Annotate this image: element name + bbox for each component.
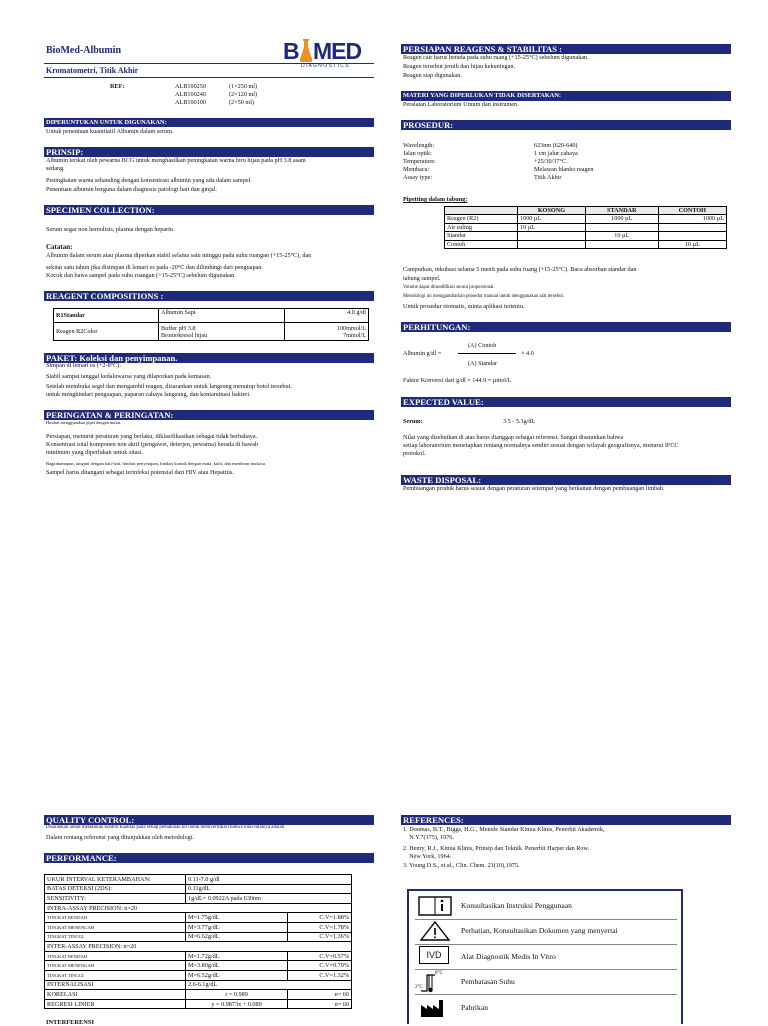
- performance-cell: y = 0.9873x + 0.089: [186, 999, 288, 1009]
- symbol-label-caution: Perhatian, Konsultasikan Dokumen yang menyertai: [461, 926, 618, 935]
- reagent-value-2b: 7mmol/L: [342, 331, 366, 339]
- logo-letter-b: B: [283, 38, 299, 64]
- pipetting-cell: 1000 µL: [518, 215, 586, 223]
- ref-label: REF:: [110, 83, 125, 90]
- performance-cell: INTERNALISASI: [45, 980, 186, 990]
- symbol-label-ifu: Konsultasikan Instruksi Penggunaan: [461, 901, 572, 910]
- table-row: [45, 884, 352, 894]
- calc-factor: Faktor Konversi dari g/dl × 144.9 = µmol/L: [403, 377, 512, 384]
- table-row: [445, 240, 727, 248]
- symbol-divider: [415, 944, 677, 945]
- book-info-icon: [415, 895, 455, 917]
- waste-text: Pembuangan produk harus sesuai dengan peraturan setempat yang berkaitan dengan pembuangan limbah.: [403, 485, 665, 492]
- pipetting-cell: 10 µL: [518, 223, 586, 231]
- performance-cut-label: INTERFERENSI: [46, 1019, 94, 1026]
- expected-label: Serum:: [403, 418, 423, 425]
- pipetting-table: [444, 206, 727, 249]
- reagent-components-2: [159, 323, 285, 341]
- performance-cell: INTER-ASSAY PRECISION: n=20: [45, 942, 352, 952]
- pipetting-cell: [585, 223, 658, 231]
- specimen-text: Serum segar non hemolisis, plasma dengan heparin.: [46, 226, 175, 233]
- subtitle-divider: [44, 77, 374, 78]
- reagent-table: [53, 308, 369, 341]
- expected-header: EXPECTED VALUE:: [401, 397, 731, 407]
- principle-line-1: Albumin terikat oleh pewarna BCG untuk menghasilkan peningkatan warna biru hijau pada pH 3.8 asam: [46, 157, 306, 164]
- performance-cell: TINGKAT RENDAH: [45, 951, 186, 961]
- procedure-param-val-2: 1 cm jalur cahaya: [534, 150, 578, 157]
- references-header: REFERENCES:: [401, 815, 731, 825]
- table-row: [45, 942, 352, 952]
- ref-size-3: (2×50 ml): [229, 99, 254, 106]
- procedure-small-1: Volume dapat dimodifikasi secara proporsional.: [403, 285, 495, 290]
- prep-header: PERSIAPAN REAGENS & STABILITAS :: [401, 44, 731, 54]
- reagent-value-1: 4.0 g/dl: [284, 309, 368, 323]
- pipetting-cell: 10 µL: [658, 240, 726, 248]
- performance-cell: INTRA-ASSAY PRECISION: n=20: [45, 903, 352, 913]
- table-row: [45, 913, 352, 923]
- reference-line-1: 1. Doumas, B.T., Biggs, H.G., Metode Standar Kimia Klinis, Penerbit Akademik,: [403, 826, 605, 833]
- principle-header: PRINSIP:: [44, 147, 374, 157]
- pipetting-cell: Standar: [445, 232, 518, 240]
- table-row: [45, 894, 352, 904]
- temp-high-label: 8°C: [435, 971, 443, 976]
- materials-header: MATERI YANG DIPERLUKAN TIDAK DISERTAKAN:: [401, 91, 731, 101]
- performance-cell: C.V=1.32%: [288, 970, 352, 980]
- reagent-values-2: [284, 323, 368, 341]
- table-row: [45, 980, 352, 990]
- performance-cell: TINGKAT MENENGAH: [45, 961, 186, 971]
- procedure-after-line-1: Campurkan, inkubasi selama 5 menit pada suhu ruang (+15-25°C). Baca absorban standar dan: [403, 266, 637, 273]
- reagent-component-1: Albumin Sapi: [159, 309, 285, 323]
- warnings-line-2: Konsentrasi total komponen non aktif (pengawet, deterjen, pewarna) berada di bawah: [46, 441, 259, 448]
- procedure-param-key-2: Jalan optik:: [403, 150, 432, 157]
- calc-multiplier: × 4.0: [521, 350, 534, 357]
- specimen-note-line-1: Albumin dalam serum atau plasma diperkan stabil selama satu minggu pada suhu ruangan (+15-25°C), dan: [46, 252, 312, 259]
- table-row: [45, 922, 352, 932]
- calc-lhs: Albumin g/dl =: [403, 350, 442, 357]
- calc-numerator: (A) Contoh: [468, 342, 497, 349]
- performance-cell: BATAS DETEKSI (2DS):: [45, 884, 186, 894]
- expected-line-2: setiap laboratorium menetapkan rentang normalnya sendiri sesuai dengan wilayah geografisnya, menurut IFCC: [403, 442, 679, 449]
- specimen-note-line-2: sekitar satu tahun jika disimpan di lemari es pada -20°C dan dilindungi dari penguapan.: [46, 264, 263, 271]
- pipetting-cell: Contoh: [445, 240, 518, 248]
- procedure-param-key-1: Wavelength:: [403, 142, 435, 149]
- performance-cell: M=1.75g/dL: [186, 913, 288, 923]
- logo-letters-med: MED: [313, 38, 362, 64]
- logo-tagline: D I A G N O S T I C S: [301, 63, 349, 69]
- pipetting-cell: [585, 240, 658, 248]
- waste-header: WASTE DISPOSAL:: [401, 475, 731, 485]
- reagent-component-2a: Buffer pH 3.8: [161, 324, 196, 332]
- performance-cell: M=6.62g/dL: [186, 932, 288, 942]
- pipetting-cell: 10 µL: [585, 232, 658, 240]
- pipetting-col-kosong: KOSONG: [518, 207, 586, 215]
- materials-text: Peralatan Laboratorium Umum dan instrumen.: [403, 101, 519, 108]
- expected-line-1: Nilai yang disebutkan di atas harus dianggap sebagai referensi. Sangat disarankan bahwa: [403, 434, 624, 441]
- reference-line-2: N.Y.7(175), 1976.: [403, 834, 454, 841]
- specimen-note-line-3: Kocok dan bawa sampel pada suhu ruangan (+15-25°C) sebelum digunakan.: [46, 272, 236, 279]
- pipetting-col-standar: STANDAR: [585, 207, 658, 215]
- procedure-param-key-4: Membaca:: [403, 166, 430, 173]
- warnings-header: PERINGATAN & PERINGATAN:: [44, 410, 374, 420]
- warnings-last-line: Sampel harus ditangani sebagai terinfeksi potensial dari HIV atau Hepatitis.: [46, 469, 234, 476]
- pipetting-cell: [658, 223, 726, 231]
- qc-small-text: Disarankan untuk melakukan kontrol kualitas pada setiap pemakaian kit untuk memverifikasi bahwa nilai-nilainya adalah: [46, 825, 285, 830]
- procedure-param-val-4: Melawan blanko reagen: [534, 166, 594, 173]
- reference-line-4: New York, 1964.: [403, 853, 452, 860]
- ref-size-2: (2×120 ml): [229, 91, 258, 98]
- pipetting-title: Pipetting dalam tabung:: [403, 196, 468, 203]
- performance-cell: 1g/dL= 0.0922A pada 630nm: [186, 894, 352, 904]
- calc-denominator: (A) Standar: [468, 360, 498, 367]
- reagent-name-2: Reagen R2Color: [54, 323, 159, 341]
- symbol-label-manufacturer: Pabrikan: [461, 1003, 488, 1012]
- symbol-row-manufacturer: [415, 997, 677, 1019]
- symbol-divider: [415, 969, 677, 970]
- calc-fraction-bar: [458, 353, 516, 354]
- reagent-header: REAGENT COMPOSITIONS :: [44, 291, 374, 301]
- performance-cell: TINGKAT MENENGAH: [45, 922, 186, 932]
- ref-code-3: ALB100100: [175, 99, 206, 106]
- performance-cell: 0.11-7.0 g/dl: [186, 875, 352, 885]
- prep-line-2: Reagen tersebut jernih dan hijau kekuningan.: [403, 63, 516, 70]
- performance-cell: TINGKAT RENDAH: [45, 913, 186, 923]
- table-row: [45, 951, 352, 961]
- performance-cell: C.V=1.78%: [288, 922, 352, 932]
- symbol-row-ifu: [415, 895, 677, 917]
- biomed-logo: [283, 38, 373, 70]
- procedure-param-key-5: Assay type:: [403, 174, 433, 181]
- document-title: BioMed-Albumin: [46, 45, 122, 56]
- procedure-small-2: Metodologi ini menggambarkan prosedur manual untuk menggunakan alat tersebut.: [403, 294, 565, 299]
- pipetting-cell: 1000 µL: [658, 215, 726, 223]
- performance-cell: M=3.77g/dL: [186, 922, 288, 932]
- expected-line-3: protokol.: [403, 450, 426, 457]
- specimen-note-title: Catatan:: [46, 243, 73, 251]
- symbol-row-ivd: [415, 946, 677, 968]
- pipetting-cell: Air suling: [445, 223, 518, 231]
- calculation-header: PERHITUNGAN:: [401, 322, 731, 332]
- reference-line-5: 3. Young D.S., et al., Clin. Chem. 21(10),1975.: [403, 862, 520, 869]
- pipetting-cell: Reagen (R2): [445, 215, 518, 223]
- intended-use-text: Untuk penentuan kuantitatif Albumin dalam serum.: [46, 128, 174, 135]
- performance-cell: C.V=1.36%: [288, 932, 352, 942]
- performance-cell: REGRESI LINIER: [45, 999, 186, 1009]
- procedure-param-val-3: +25/30/37°C.: [534, 158, 568, 165]
- package-line-1: Simpan di lemari es (+2-8°C).: [46, 362, 121, 369]
- table-row: [45, 932, 352, 942]
- table-row: [445, 232, 727, 240]
- package-header: PAKET: Koleksi dan penyimpanan.: [44, 353, 374, 363]
- reagent-component-2b: Bromokresol hijau: [161, 331, 208, 339]
- performance-cell: C.V=1.88%: [288, 913, 352, 923]
- table-row: [45, 875, 352, 885]
- pipetting-cell: [518, 240, 586, 248]
- qc-header: QUALITY CONTROL:: [44, 815, 374, 825]
- performance-cell: SENSITIVITY:: [45, 894, 186, 904]
- warnings-small-2: Bagaimanapun, tangani dengan hati-hati, hindari penyerapan, hindari kontak dengan mata, kulit, dan membran mukosa.: [46, 461, 267, 466]
- package-line-4: untuk menghindari penguapan, paparan cahaya langsung, dan kontaminasi bakteri.: [46, 391, 251, 398]
- flask-icon: [299, 39, 313, 63]
- specimen-header: SPECIMEN COLLECTION:: [44, 205, 374, 215]
- pipetting-cell: [658, 232, 726, 240]
- principle-line-2: sedang.: [46, 165, 65, 172]
- pipetting-header-row: [445, 207, 727, 215]
- reagent-name-1: R1Standar: [54, 309, 159, 323]
- procedure-param-key-3: Temperature:: [403, 158, 436, 165]
- symbol-divider: [415, 994, 677, 995]
- performance-cell: C.V=0.79%: [288, 961, 352, 971]
- warnings-line-1: Persiapan, menurut peraturan yang berlaku, diklasifikasikan sebagai tidak berbahaya.: [46, 433, 258, 440]
- procedure-param-val-1: 623nm (620-640): [534, 142, 578, 149]
- performance-cell: n= 60: [288, 990, 352, 1000]
- performance-cell: C.V=0.57%: [288, 951, 352, 961]
- document-subtitle: Kromatometri, Titik Akhir: [46, 66, 139, 75]
- ivd-icon: IVD: [419, 946, 449, 964]
- performance-cell: M=6.52g/dL: [186, 970, 288, 980]
- performance-cell: M=3.80g/dL: [186, 961, 288, 971]
- performance-cell: KORELASI: [45, 990, 186, 1000]
- prep-line-3: Reagen siap digunakan.: [403, 72, 462, 79]
- procedure-param-val-5: Titik Akhir: [534, 174, 562, 181]
- package-line-2: Stabil sampai tanggal kedaluwarsa yang dilaporkan pada kemasan.: [46, 373, 212, 380]
- warning-icon: [415, 920, 455, 942]
- temp-low-label: 2°C: [415, 985, 423, 990]
- symbol-label-temp: Pembatasan Suhu: [461, 977, 515, 986]
- performance-table: [44, 874, 352, 1009]
- expected-value: 3.5 - 5.3g/dL: [503, 418, 536, 425]
- performance-cell: 0.11g/dL: [186, 884, 352, 894]
- qc-text: Dalam rentang referensi yang ditunjukkan oleh metodologi.: [46, 834, 194, 841]
- principle-line-3: Peningkatan warna sebanding dengan konsentrasi albumin yang ada dalam sampel.: [46, 177, 252, 184]
- procedure-after-line-2: tabung sampel.: [403, 275, 441, 282]
- reagent-value-2a: 100mmol/L: [336, 324, 366, 332]
- warnings-small-1: Hindari menggunakan pipet dengan mulut.: [46, 420, 122, 425]
- ref-code-1: ALB100250: [175, 83, 206, 90]
- title-divider: [44, 63, 374, 64]
- pipetting-cell: 1000 µL: [585, 215, 658, 223]
- performance-cell: UKUR INTERVAL KETERAMBAHAN:: [45, 875, 186, 885]
- table-row: [45, 999, 352, 1009]
- pipetting-cell: [518, 232, 586, 240]
- manufacturer-icon: [415, 997, 455, 1019]
- performance-cell: r = 0.989: [186, 990, 288, 1000]
- procedure-auto-text: Untuk prosedur otomatis, minta aplikasi tertentu.: [403, 303, 525, 310]
- procedure-header: PROSEDUR:: [401, 120, 731, 130]
- ref-size-1: (1×250 ml): [229, 83, 258, 90]
- table-row: [45, 990, 352, 1000]
- symbol-row-caution: [415, 920, 677, 942]
- warnings-line-3: minimum yang diperlukan untuk sitasi.: [46, 449, 144, 456]
- pipetting-col-0: [445, 207, 518, 215]
- prep-line-1: Reagen cair harus berada pada suhu ruang (+15-25°C) sebelum digunakan.: [403, 54, 589, 61]
- performance-cell: TINGKAT TINGGI: [45, 932, 186, 942]
- table-row: [45, 961, 352, 971]
- symbol-label-ivd: Alat Diagnostik Medis In Vitro: [461, 952, 556, 961]
- performance-cell: TINGKAT TINGGI: [45, 970, 186, 980]
- table-row: [45, 903, 352, 913]
- principle-line-4: Penentuan albumin berguna dalam diagnosis patologi hati dan ginjal.: [46, 186, 217, 193]
- package-line-3: Setelah membuka segel dan mengambil reagen, disarankan untuk langsung menutup botol tersebut.: [46, 383, 292, 390]
- intended-use-header: DIPERUNTUKAN UNTUK DIGUNAKAN:: [44, 118, 374, 127]
- symbol-row-temp: [415, 971, 677, 993]
- performance-header: PERFORMANCE:: [44, 853, 374, 863]
- pipetting-col-contoh: CONTOH: [658, 207, 726, 215]
- reference-line-3: 2. Henry, R.J., Kimia Klinis, Prinsip dan Teknik. Penerbit Harper dan Row.: [403, 845, 590, 852]
- table-row: [445, 215, 727, 223]
- table-row: [45, 970, 352, 980]
- performance-cell: M=1.72g/dL: [186, 951, 288, 961]
- ref-code-2: ALB100240: [175, 91, 206, 98]
- performance-cell: n= 60: [288, 999, 352, 1009]
- performance-cell: 2.6-6.1g/dL: [186, 980, 352, 990]
- table-row: [445, 223, 727, 231]
- symbols-legend: [407, 889, 683, 1024]
